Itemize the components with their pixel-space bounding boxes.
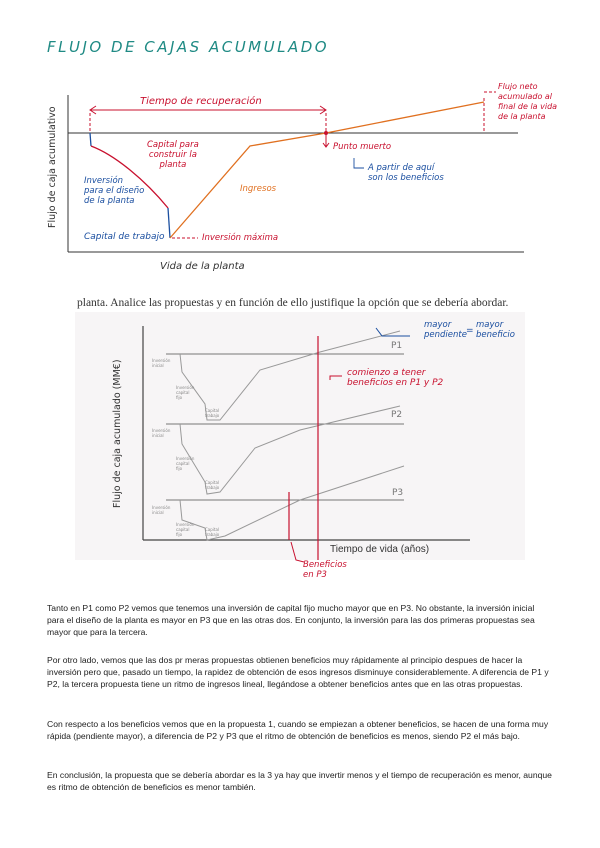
- design-investment-label: Inversión para el diseño de la planta: [84, 176, 145, 206]
- paragraph-1: Tanto en P1 como P2 vemos que tenemos una inversión de capital fijo mucho mayor que en P3. No obstante, la inversión inicial para el diseño de la planta es mayor en P3 que en las otras dos. En conjunto, la inversión para las dos primeras propuestas sea mayor que para la tercera.: [47, 603, 535, 638]
- slope-note: mayor pendiente: [424, 320, 467, 340]
- tiny-label-p3-a: Inversión inicial: [152, 505, 171, 515]
- tiny-label-p3-c: Capital trabajo: [205, 527, 220, 537]
- p1-label: P1: [391, 341, 403, 351]
- p3-label: P3: [392, 488, 404, 498]
- page-title: FLUJO DE CAJAS ACUMULADO: [47, 38, 330, 56]
- break-even-label: Punto muerto: [333, 142, 392, 152]
- paragraph-3: Con respecto a los beneficios vemos que en la propuesta 1, cuando se empiezan a obtener beneficios, se hacen de una forma muy rápida (pendiente mayor), a diferencia de P2 y P3 que el ritmo de obtención de beneficios es menos, siendo P2 el más bajo.: [47, 719, 549, 742]
- tiny-label-p2-a: Inversión inicial: [152, 428, 171, 438]
- tiny-label-p2-c: Capital trabajo: [205, 480, 220, 490]
- paragraph-4: En conclusión, la propuesta que se debería abordar es la 3 ya hay que invertir menos y el tiempo de recuperación es menor, aunque es ritmo de obtención de beneficios es menor también.: [47, 770, 552, 793]
- tiny-label-p1-c: Capital trabajo: [205, 408, 220, 418]
- diagram1-y-axis-label: Flujo de caja acumulativo: [47, 106, 58, 228]
- exam-question-line: planta. Analice las propuestas y en función de ello justifique la opción que se debería abordar.: [77, 297, 509, 309]
- working-capital-label: Capital de trabajo: [84, 232, 165, 242]
- max-investment-label: Inversión máxima: [202, 233, 279, 243]
- p3-profit-note: Beneficios en P3: [303, 560, 347, 580]
- diagram2-x-axis-label: Tiempo de vida (años): [330, 544, 430, 555]
- p1-p2-profit-note: comienzo a tener beneficios en P1 y P2: [347, 368, 444, 388]
- diagram2-y-axis-label: Flujo de caja acumulado (MM€): [112, 359, 123, 508]
- paragraph-2: Por otro lado, vemos que las dos pr meras propuestas obtienen beneficios muy rápidamente al principio despues de hacer la inversión pero que, pasado un tiempo, la rapidez de obtención de esos ingresos disminuye considerablemente. A diferencia de P1 y P2, la tercera propuesta tiene un ritmo de ingresos lineal, llegándose a obtener beneficios antes que en las otras propuestas.: [47, 655, 549, 690]
- tiny-label-p3-b: Inversión capital fijo: [176, 522, 195, 537]
- equals-sign: =: [466, 326, 474, 336]
- income-label: Ingresos: [240, 184, 277, 194]
- p2-label: P2: [391, 410, 403, 420]
- capital-construction-label: Capital para construir la planta: [147, 140, 199, 170]
- recovery-time-label: Tiempo de recuperación: [140, 96, 262, 107]
- tiny-label-p1-a: Inversión inicial: [152, 358, 171, 368]
- tiny-label-p1-b: Inversión capital fijo: [176, 385, 195, 400]
- diagram1-x-axis-label: Vida de la planta: [160, 261, 245, 272]
- benefit-note: mayor beneficio: [476, 320, 515, 340]
- profit-note: A partir de aquí son los beneficios: [368, 163, 444, 183]
- net-flow-note: Flujo neto acumulado al final de la vida de la planta: [498, 82, 558, 121]
- tiny-label-p2-b: Inversión capital fijo: [176, 456, 195, 471]
